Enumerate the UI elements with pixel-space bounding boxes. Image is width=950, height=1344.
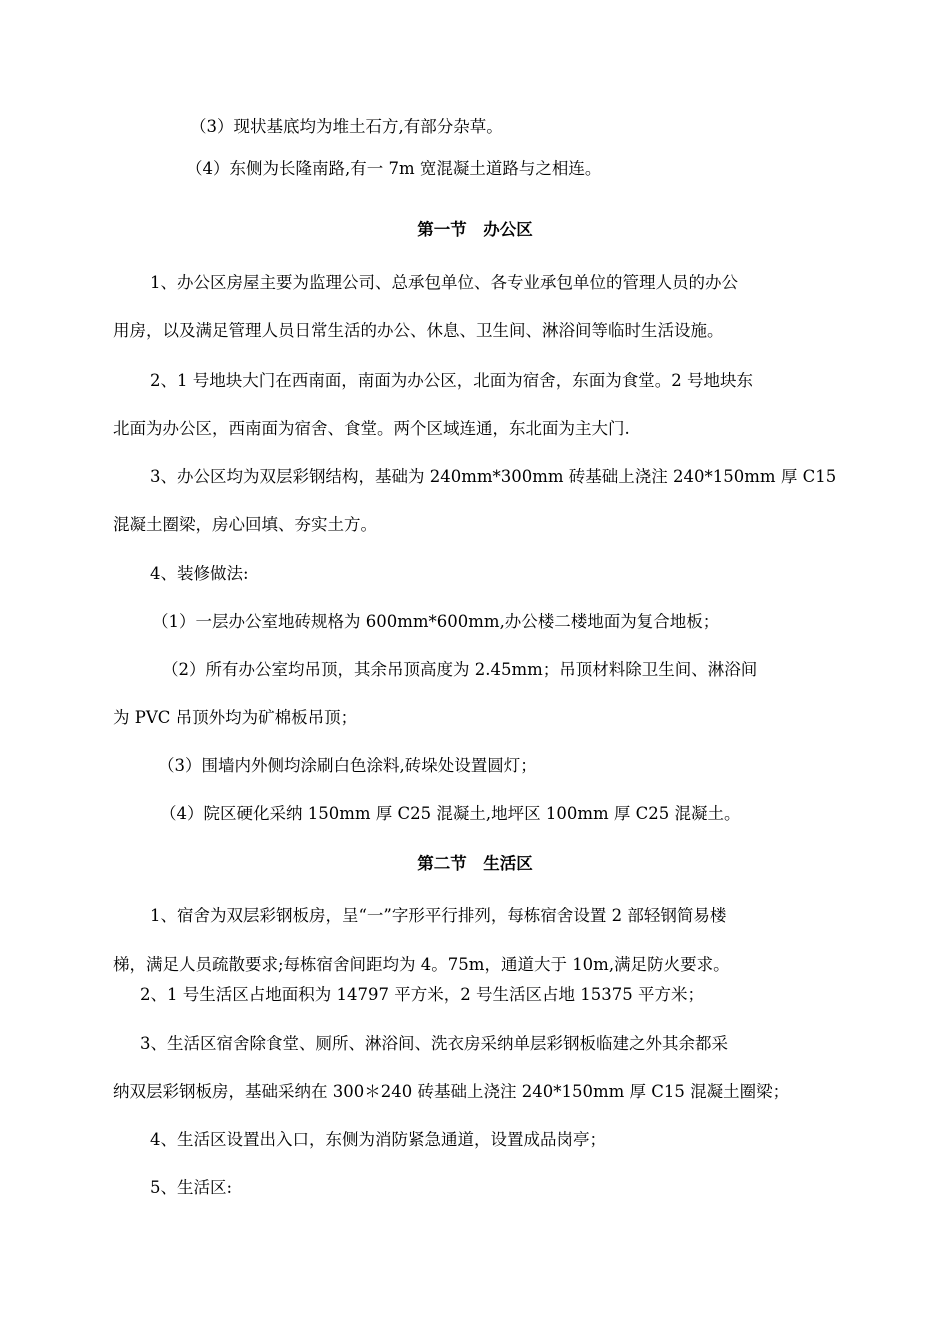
text-line: （4）东侧为长隆南路,有一 7m 宽混凝土道路与之相连。 [186,159,602,178]
text-line: 4、装修做法: [150,564,249,583]
text-line: 梯，满足人员疏散要求;每栋宿舍间距均为 4。75m，通道大于 10m,满足防火要求。 [113,955,730,974]
text-line: 纳双层彩钢板房，基础采纳在 300＊240 砖基础上浇注 240*150mm 厚 C15 混凝土圈梁； [113,1082,790,1101]
text-line: （2）所有办公室均吊顶，其余吊顶高度为 2.45mm；吊顶材料除卫生间、淋浴间 [162,660,758,679]
text-line: 北面为办公区，西南面为宿舍、食堂。两个区域连通，东北面为主大门. [113,419,630,438]
text-line: 用房，以及满足管理人员日常生活的办公、休息、卫生间、淋浴间等临时生活设施。 [113,321,724,340]
text-line: 为 PVC 吊顶外均为矿棉板吊顶； [113,708,358,727]
section-heading-living: 第二节 生活区 [417,854,533,873]
text-line: （4）院区硬化采纳 150mm 厚 C25 混凝土,地坪区 100mm 厚 C25 混凝土。 [160,804,741,823]
text-line: （3）围墙内外侧均涂刷白色涂料,砖垛处设置圆灯； [158,756,537,775]
text-line: 1、办公区房屋主要为监理公司、总承包单位、各专业承包单位的管理人员的办公 [150,273,738,292]
text-line: 混凝土圈梁，房心回填、夯实土方。 [113,515,377,534]
text-line: 4、生活区设置出入口，东侧为消防紧急通道，设置成品岗亭； [150,1130,606,1149]
text-line: 3、办公区均为双层彩钢结构，基础为 240mm*300mm 砖基础上浇注 240*150mm 厚 C15 [150,467,837,486]
text-line: 3、生活区宿舍除食堂、厕所、淋浴间、洗衣房采纳单层彩钢板临建之外其余都采 [140,1034,728,1053]
text-line: （3）现状基底均为堆土石方,有部分杂草。 [190,117,503,136]
text-line: 5、生活区: [150,1178,233,1197]
text-line: 2、1 号生活区占地面积为 14797 平方米，2 号生活区占地 15375 平方米； [140,985,704,1004]
text-line: 2、1 号地块大门在西南面，南面为办公区，北面为宿舍，东面为食堂。2 号地块东 [150,371,753,390]
section-heading-office: 第一节 办公区 [417,220,533,239]
text-line: 1、宿舍为双层彩钢板房，呈“一”字形平行排列，每栋宿舍设置 2 部轻钢简易楼 [150,906,727,925]
text-line: （1）一层办公室地砖规格为 600mm*600mm,办公楼二楼地面为复合地板； [152,612,720,631]
